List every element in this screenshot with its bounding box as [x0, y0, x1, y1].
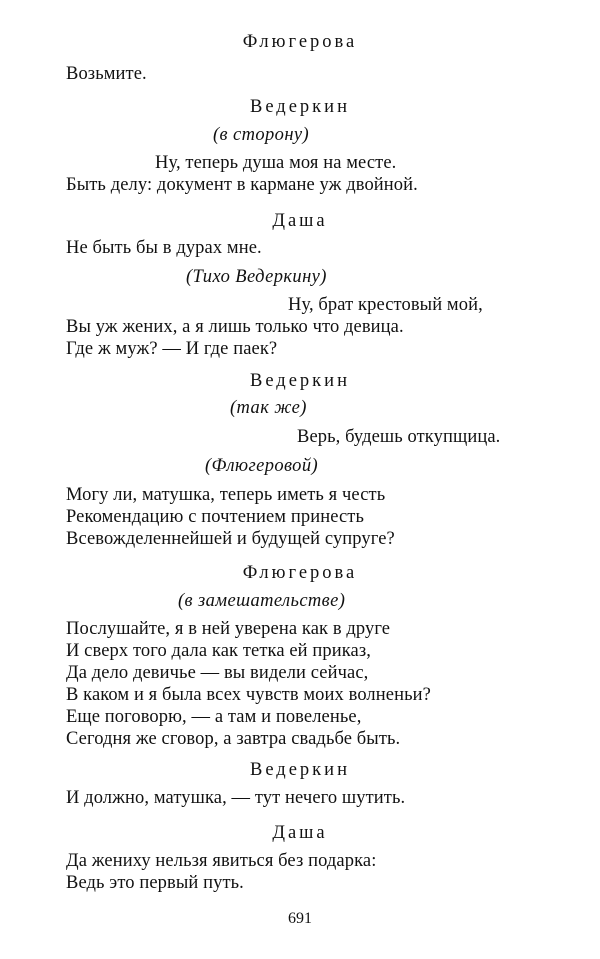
verse-line: Верь, будешь откупщица. — [297, 427, 501, 447]
page-number: 691 — [288, 910, 312, 927]
verse-line: Возьмите. — [66, 64, 147, 84]
speaker-vederkin: Ведеркин — [250, 97, 350, 117]
verse-line: Где ж муж? — И где паек? — [66, 339, 278, 359]
verse-line: Всевожделеннейшей и будущей супруге? — [66, 529, 395, 549]
verse-line: Ну, брат крестовый мой, — [288, 295, 483, 315]
stage-direction: (в замешательстве) — [178, 591, 346, 611]
verse-line: Ну, теперь душа моя на месте. — [155, 153, 397, 173]
verse-line: Послушайте, я в ней уверена как в друге — [66, 619, 391, 639]
verse-line: Вы уж жених, а я лишь только что девица. — [66, 317, 404, 337]
verse-line: Ведь это первый путь. — [66, 873, 244, 893]
verse-line: Рекомендацию с почтением принесть — [66, 507, 364, 527]
stage-direction: (в сторону) — [213, 125, 310, 145]
stage-direction: (Флюгеровой) — [205, 456, 319, 476]
verse-line: Да дело девичье — вы видели сейчас, — [66, 663, 369, 683]
verse-line: Сегодня же сговор, а завтра свадьбе быть. — [66, 729, 401, 749]
speaker-vederkin: Ведеркин — [250, 760, 350, 780]
speaker-dasha: Даша — [272, 211, 328, 231]
speaker-vederkin: Ведеркин — [250, 371, 350, 391]
verse-line: Могу ли, матушка, теперь иметь я честь — [66, 485, 386, 505]
verse-line: Еще поговорю, — а там и повеленье, — [66, 707, 362, 727]
speaker-flyugerova: Флюгерова — [242, 563, 358, 583]
verse-line: И сверх того дала как тетка ей приказ, — [66, 641, 372, 661]
speaker-flyugerova: Флюгерова — [242, 32, 358, 52]
stage-direction: (Тихо Ведеркину) — [186, 267, 327, 287]
stage-direction: (так же) — [230, 398, 307, 418]
verse-line: И должно, матушка, — тут нечего шутить. — [66, 788, 406, 808]
verse-line: Быть делу: документ в кармане уж двойной. — [66, 175, 418, 195]
verse-line: Да жениху нельзя явиться без подарка: — [66, 851, 377, 871]
verse-line: Не быть бы в дурах мне. — [66, 238, 262, 258]
verse-line: В каком и я была всех чувств моих волненьи? — [66, 685, 431, 705]
speaker-dasha: Даша — [272, 823, 328, 843]
